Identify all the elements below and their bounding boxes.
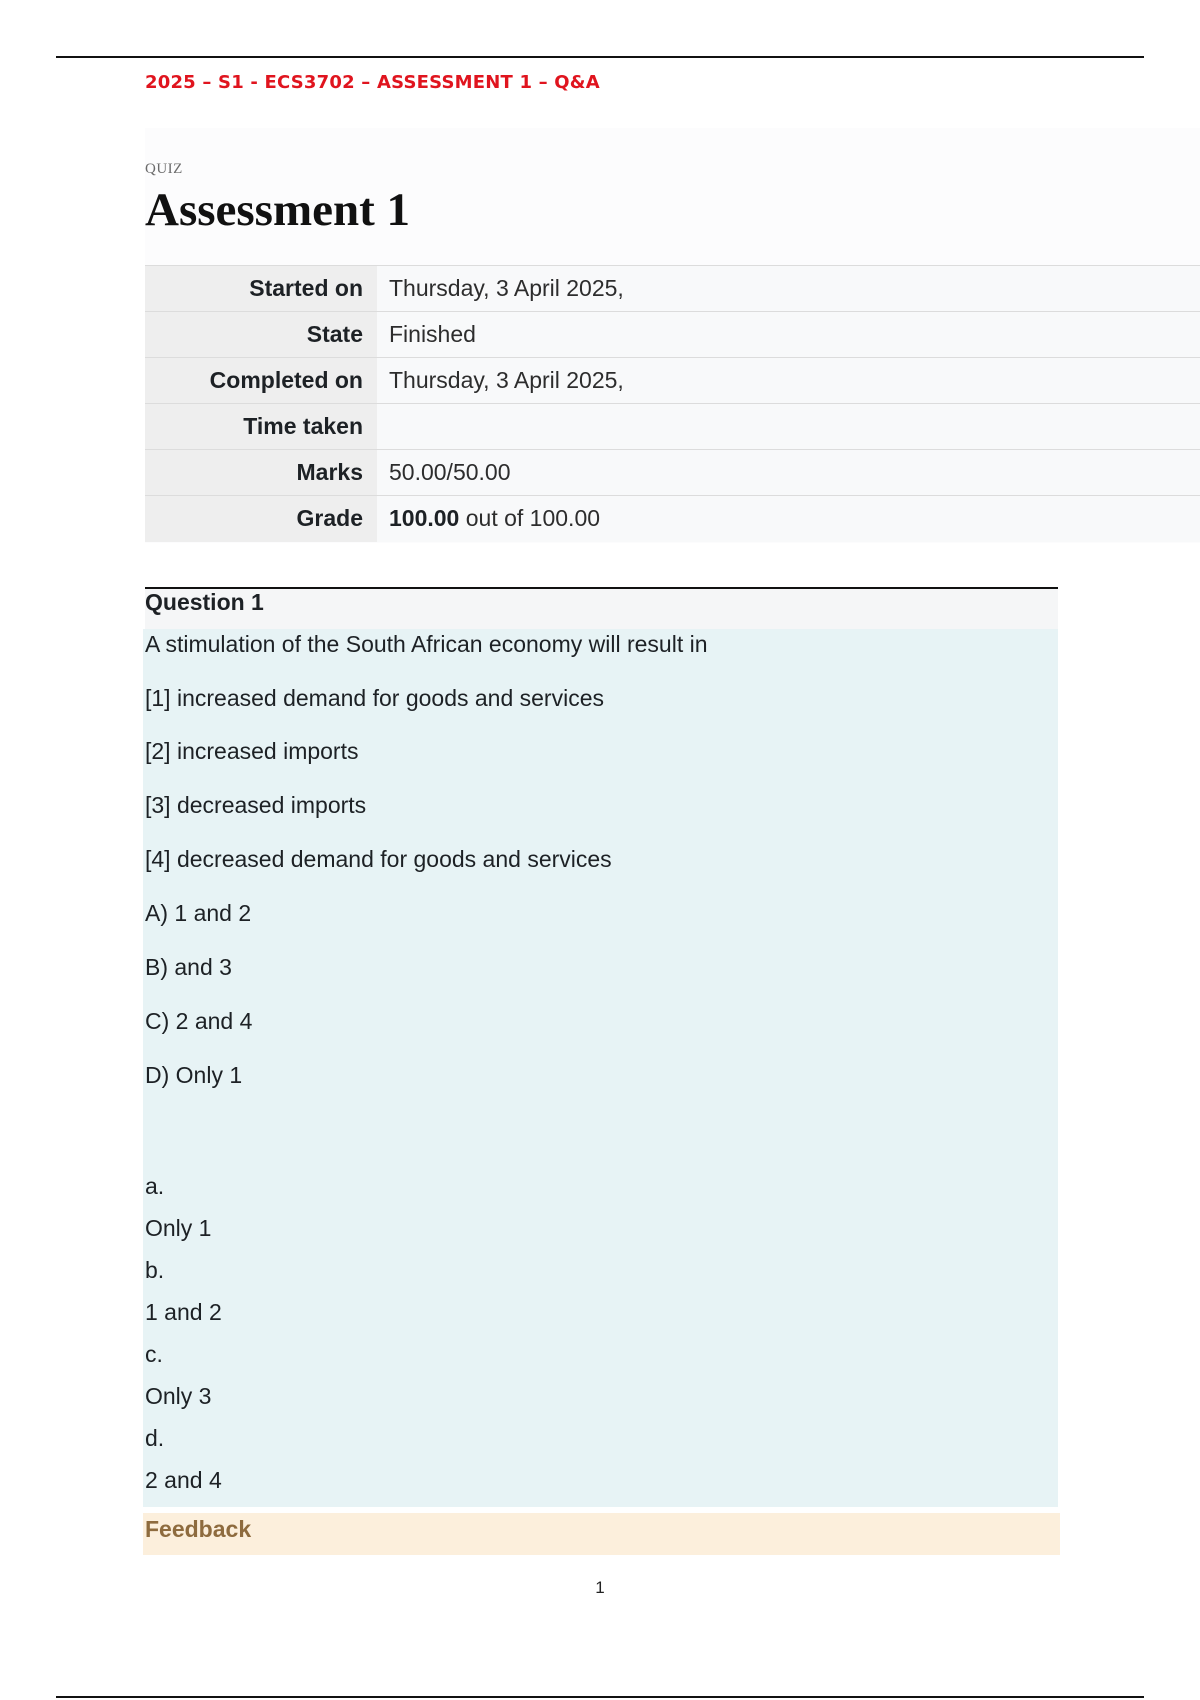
statement-1: [1] increased demand for goods and services (145, 685, 604, 711)
question-header (145, 589, 1058, 629)
question-title: Question 1 (145, 589, 264, 615)
feedback-label: Feedback (145, 1516, 252, 1542)
started-label: Started on (145, 266, 377, 312)
page-title: Assessment 1 (145, 184, 411, 236)
marks-label: Marks (145, 450, 377, 496)
time-taken-label: Time taken (145, 404, 377, 450)
quiz-kicker: QUIZ (145, 161, 183, 177)
answer-option-a-letter[interactable]: a. (145, 1173, 165, 1199)
started-value: Thursday, 3 April 2025, (377, 266, 1200, 312)
answer-option-b-letter[interactable]: b. (145, 1257, 165, 1283)
answer-option-a-text[interactable]: Only 1 (145, 1215, 212, 1241)
summary-row-time (145, 404, 1200, 450)
combo-d: D) Only 1 (145, 1062, 243, 1088)
statement-2: [2] increased imports (145, 738, 359, 764)
summary-row-completed (145, 358, 1200, 404)
combo-a: A) 1 and 2 (145, 900, 252, 926)
state-label: State (145, 312, 377, 358)
grade-score: 100.00 (389, 505, 460, 532)
completed-value: Thursday, 3 April 2025, (377, 358, 1200, 404)
completed-label: Completed on (145, 358, 377, 404)
document-header: 2025 – S1 - ECS3702 – ASSESSMENT 1 – Q&A (145, 72, 600, 93)
summary-row-state (145, 312, 1200, 358)
statement-3: [3] decreased imports (145, 792, 367, 818)
state-value: Finished (377, 312, 1200, 358)
feedback-box (143, 1513, 1060, 1555)
summary-row-started (145, 266, 1200, 312)
answer-option-c-letter[interactable]: c. (145, 1341, 163, 1367)
page-number: 1 (595, 1578, 605, 1597)
grade-value (377, 496, 1200, 542)
time-taken-value (377, 404, 1200, 450)
statement-4: [4] decreased demand for goods and services (145, 846, 612, 872)
grade-total: out of 100.00 (459, 505, 601, 532)
bottom-rule (56, 1696, 1144, 1698)
answer-option-c-text[interactable]: Only 3 (145, 1383, 212, 1409)
summary-row-grade (145, 496, 1200, 542)
attempt-summary-table (145, 265, 1200, 542)
question-text: A stimulation of the South African economy will result in (145, 631, 708, 657)
answer-option-d-letter[interactable]: d. (145, 1425, 165, 1451)
combo-c: C) 2 and 4 (145, 1008, 253, 1034)
summary-row-marks (145, 450, 1200, 496)
combo-b: B) and 3 (145, 954, 232, 980)
answer-option-b-text[interactable]: 1 and 2 (145, 1299, 222, 1325)
marks-value: 50.00/50.00 (377, 450, 1200, 496)
grade-label: Grade (145, 496, 377, 542)
answer-option-d-text[interactable]: 2 and 4 (145, 1467, 222, 1493)
top-rule (56, 56, 1144, 58)
